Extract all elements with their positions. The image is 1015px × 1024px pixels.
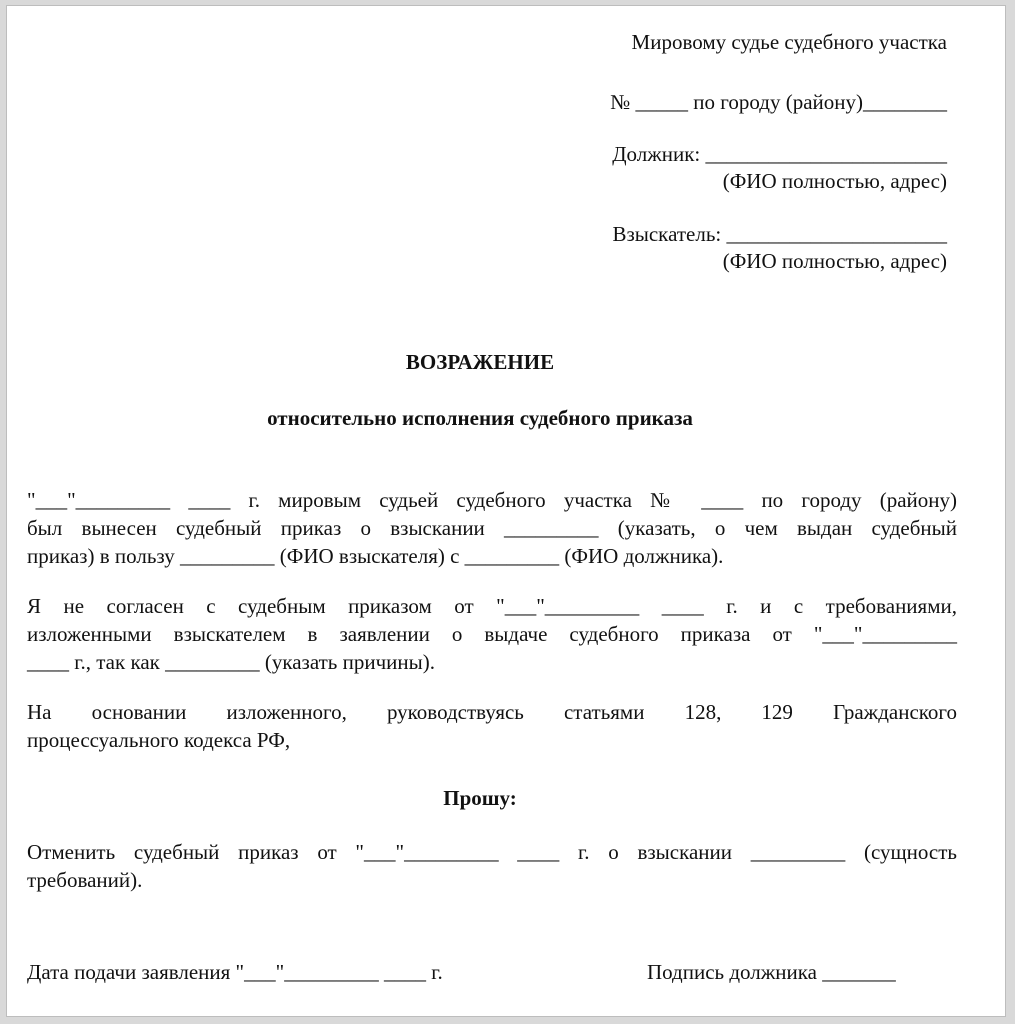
paragraph-1-line-1: "___"_________ ____ г. мировым судьей судебного участка № ____ по городу (району) (27, 488, 957, 512)
filing-date-line: Дата подачи заявления "___"_________ ____ г. (27, 960, 443, 984)
paragraph-1-line-3: приказ) в пользу _________ (ФИО взыскателя) с _________ (ФИО должника). (27, 544, 724, 568)
debtor-hint: (ФИО полностью, адрес) (722, 169, 947, 193)
paragraph-3-line-2: процессуального кодекса РФ, (27, 728, 291, 752)
document-page (6, 5, 1006, 1017)
paragraph-4-line-1: Отменить судебный приказ от "___"_________ ____ г. о взыскании _________ (сущность (27, 840, 957, 864)
paragraph-2-line-2: изложенными взыскателем в заявлении о выдаче судебного приказа от "___"_________ (27, 622, 957, 646)
signature-line: Подпись должника _______ (647, 960, 896, 984)
paragraph-1-line-2: был вынесен судебный приказ о взыскании _________ (указать, о чем выдан судебный (27, 516, 957, 540)
debtor-line: Должник: _______________________ (612, 142, 947, 166)
paragraph-3-line-1: На основании изложенного, руководствуясь статьями 128, 129 Гражданского (27, 700, 957, 724)
addressee-line: Мировому судье судебного участка (631, 30, 947, 54)
request-heading: Прошу: (443, 786, 517, 810)
claimant-hint: (ФИО полностью, адрес) (722, 249, 947, 273)
document-title: ВОЗРАЖЕНИЕ (405, 350, 555, 374)
document-subtitle: относительно исполнения судебного приказа (267, 406, 693, 430)
paragraph-2-line-1: Я не согласен с судебным приказом от "___"_________ ____ г. и с требованиями, (27, 594, 957, 618)
paragraph-4-line-2: требований). (27, 868, 143, 892)
paragraph-2-line-3: ____ г., так как _________ (указать причины). (27, 650, 436, 674)
claimant-line: Взыскатель: _____________________ (612, 222, 947, 246)
court-number-line: № _____ по городу (району)________ (610, 90, 947, 114)
